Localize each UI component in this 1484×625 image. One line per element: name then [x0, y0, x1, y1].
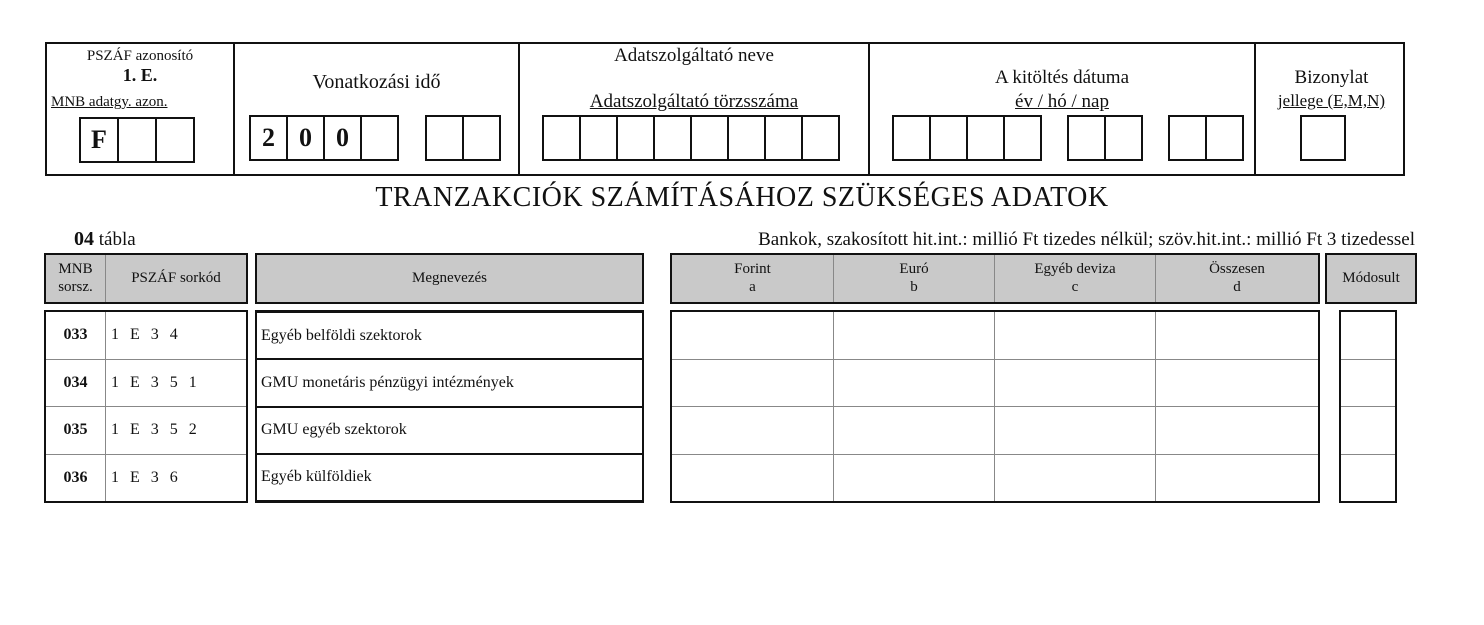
col-header-euro: [834, 255, 995, 303]
table-word: tábla: [98, 229, 136, 250]
table-label: [74, 228, 136, 251]
col-header-label: Összesen: [1209, 261, 1265, 278]
doc-type-label: Bizonylat: [1294, 67, 1369, 88]
fill-date-box[interactable]: [1104, 115, 1143, 161]
modified-cell[interactable]: [1341, 454, 1396, 502]
provider-reg-box[interactable]: [542, 115, 581, 161]
reference-time-boxes-2: [425, 115, 501, 161]
value-cell-euro[interactable]: [834, 312, 995, 360]
left-body-table: [45, 311, 247, 502]
reference-time-box[interactable]: [462, 115, 501, 161]
row-code: 1 E 3 4: [106, 312, 247, 360]
value-cell-euro[interactable]: [834, 359, 995, 407]
provider-reg-box[interactable]: [727, 115, 766, 161]
col-header-sub: a: [749, 278, 756, 295]
value-cell-forint[interactable]: [672, 359, 834, 407]
row-code: 1 E 3 5 2: [106, 407, 247, 455]
col-header-mnb-line2: sorsz.: [58, 278, 93, 295]
doc-type-box[interactable]: [1300, 115, 1346, 161]
table-row: [256, 312, 643, 359]
col-header-other-currency: [995, 255, 1156, 303]
value-cell-euro[interactable]: [834, 454, 995, 502]
value-cell-forint[interactable]: [672, 454, 834, 502]
row-name: Egyéb külföldiek: [256, 454, 643, 501]
reference-time-box[interactable]: [425, 115, 464, 161]
table-row: [672, 359, 1319, 407]
value-cell-total[interactable]: [1156, 312, 1319, 360]
provider-reg-label: Adatszolgáltató törzsszáma: [589, 91, 799, 112]
table-row: [256, 359, 643, 406]
fill-date-box[interactable]: [892, 115, 931, 161]
table-row: [256, 407, 643, 454]
form-header: [45, 42, 1405, 176]
value-cell-other-currency[interactable]: [995, 407, 1156, 455]
provider-reg-box[interactable]: [653, 115, 692, 161]
row-code: 1 E 3 6: [106, 454, 247, 502]
value-cell-forint[interactable]: [672, 312, 834, 360]
table-row: [1341, 407, 1396, 455]
fill-date-label: A kitöltés dátuma: [994, 67, 1130, 88]
fill-date-month-boxes: [1067, 115, 1143, 161]
col-header-name: Megnevezés: [257, 255, 643, 303]
provider-reg-box[interactable]: [764, 115, 803, 161]
modified-body-table: [1340, 311, 1396, 502]
values-header-table: [671, 254, 1319, 303]
modified-cell[interactable]: [1341, 312, 1396, 360]
value-cell-other-currency[interactable]: [995, 359, 1156, 407]
header-divider: [233, 44, 235, 174]
row-number: 035: [46, 407, 106, 455]
col-header-total: [1156, 255, 1319, 303]
doc-type-boxes: [1300, 115, 1346, 161]
row-code: 1 E 3 5 1: [106, 359, 247, 407]
value-cell-forint[interactable]: [672, 407, 834, 455]
col-header-modified: Módosult: [1327, 255, 1416, 303]
col-header-mnb: [46, 255, 106, 303]
units-note: Bankok, szakosított hit.int.: millió Ft tizedes nélkül; szöv.hit.int.: millió Ft 3 tizedessel: [758, 229, 1415, 250]
col-header-label: Euró: [899, 261, 929, 278]
doc-type-label-2: jellege (E,M,N): [1277, 91, 1386, 110]
col-header-sub: b: [910, 278, 918, 295]
row-number: 033: [46, 312, 106, 360]
name-header-table: [256, 254, 643, 303]
value-cell-total[interactable]: [1156, 359, 1319, 407]
table-row: [46, 407, 247, 455]
col-header-label: Egyéb deviza: [1034, 261, 1116, 278]
table-row: [256, 454, 643, 501]
page-title: TRANZAKCIÓK SZÁMÍTÁSÁHOZ SZÜKSÉGES ADATOK: [375, 182, 1109, 213]
col-header-label: Forint: [734, 261, 771, 278]
modified-header-table: [1326, 254, 1416, 303]
mnb-id-box[interactable]: [117, 117, 157, 163]
fill-date-box[interactable]: [1003, 115, 1042, 161]
col-header-forint: [672, 255, 834, 303]
provider-reg-box[interactable]: [616, 115, 655, 161]
reference-time-box[interactable]: [360, 115, 399, 161]
fill-date-box[interactable]: [929, 115, 968, 161]
reference-time-boxes: [249, 115, 399, 161]
provider-name-label: Adatszolgáltató neve: [614, 45, 774, 66]
mnb-id-box[interactable]: F: [79, 117, 119, 163]
values-body-table: [671, 311, 1319, 502]
col-header-mnb-line1: MNB: [58, 261, 93, 278]
value-cell-total[interactable]: [1156, 407, 1319, 455]
table-number: 04: [74, 228, 94, 250]
value-cell-other-currency[interactable]: [995, 312, 1156, 360]
reference-time-box[interactable]: 2: [249, 115, 288, 161]
table-row: [672, 407, 1319, 455]
value-cell-euro[interactable]: [834, 407, 995, 455]
fill-date-box[interactable]: [1205, 115, 1244, 161]
row-number: 036: [46, 454, 106, 502]
table-row: [1341, 359, 1396, 407]
fill-date-format: év / hó / nap: [1015, 91, 1109, 112]
fill-date-day-boxes: [1168, 115, 1244, 161]
fill-date-box[interactable]: [966, 115, 1005, 161]
provider-reg-box[interactable]: [690, 115, 729, 161]
reference-time-box[interactable]: 0: [323, 115, 362, 161]
fill-date-box[interactable]: [1168, 115, 1207, 161]
table-row: [672, 454, 1319, 502]
reference-time-box[interactable]: 0: [286, 115, 325, 161]
provider-reg-boxes: [542, 115, 840, 161]
value-cell-total[interactable]: [1156, 454, 1319, 502]
fill-date-box[interactable]: [1067, 115, 1106, 161]
pszaf-id-label: PSZÁF azonosító: [86, 48, 194, 64]
modified-cell[interactable]: [1341, 407, 1396, 455]
left-header-table: [45, 254, 247, 303]
table-row: [1341, 312, 1396, 360]
row-name: GMU egyéb szektorok: [256, 407, 643, 454]
pszaf-id-value: 1. E.: [122, 65, 158, 85]
mnb-id-label: MNB adatgy. azon.: [51, 94, 168, 110]
provider-reg-box[interactable]: [801, 115, 840, 161]
value-cell-other-currency[interactable]: [995, 454, 1156, 502]
col-header-pszaf-code: PSZÁF sorkód: [106, 255, 247, 303]
header-divider: [1254, 44, 1256, 174]
name-body-table: [256, 311, 643, 502]
row-name: GMU monetáris pénzügyi intézmények: [256, 359, 643, 406]
table-row: [1341, 454, 1396, 502]
col-header-sub: c: [1071, 278, 1079, 295]
col-header-sub: d: [1233, 278, 1241, 295]
row-name: Egyéb belföldi szektorok: [256, 312, 643, 359]
table-row: [46, 312, 247, 360]
mnb-id-box[interactable]: [155, 117, 195, 163]
table-row: [672, 312, 1319, 360]
modified-cell[interactable]: [1341, 359, 1396, 407]
mnb-id-boxes: [79, 117, 195, 163]
table-row: [46, 454, 247, 502]
reference-time-label: Vonatkozási idő: [312, 71, 441, 93]
table-row: [46, 359, 247, 407]
row-number: 034: [46, 359, 106, 407]
fill-date-year-boxes: [892, 115, 1042, 161]
provider-reg-box[interactable]: [579, 115, 618, 161]
